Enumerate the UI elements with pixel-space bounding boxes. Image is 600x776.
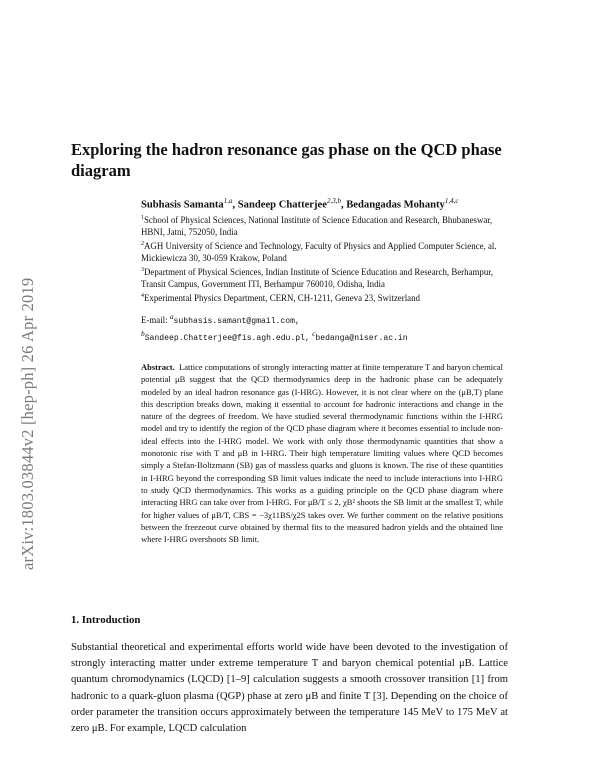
author-affil-mark: 1,4,c [444, 197, 459, 205]
affiliation: $^2$AGH University of Science and Technology, Faculty of Physics and Applied Computer Science, al. Mickiewicza 30, 30-059 Krakow, Poland [141, 240, 497, 263]
abstract [141, 361, 503, 545]
author-name: Subhasis Samanta [141, 199, 224, 211]
affiliation: $^4$Experimental Physics Department, CERN, CH-1211, Geneva 23, Switzerland [141, 292, 420, 303]
section-heading: 1. Introduction [71, 614, 141, 626]
affiliation: $^3$Department of Physical Sciences, Indian Institute of Science Education and Research, Berhampur, Transit Campus, Government ITI, Berhampur 760010, Odisha, India [141, 266, 494, 289]
abstract-text: Lattice computations of strongly interacting matter at finite temperature T and baryon chemical potential μB suggest that the QCD thermodynamics deep in the hadronic phase can be adequately modeled by an ideal hadron resonance gas (I-HRG). However, it is not clear where on the (μB,T) plane this description breaks down, making it essential to account for hadronic interactions and change in the nature of the degrees of freedom. We have studied several thermodynamic functions within the I-HRG model and try to identify the region of the QCD phase diagram where it becomes essential to include non-ideal effects into the I-HRG model. We work with only those thermodynamic quantities that show a monotonic rise with T and μB in I-HRG. Their high temperature limiting values where QCD becomes simply a Stefan-Boltzmann (SB) gas of massless quarks and gluons is known. The rise of these quantities in I-HRG beyond the corresponding SB limit values indicate the need to include interactions into I-HRG to study QCD thermodynamics. This works as a guiding principle on the QCD phase diagram where interacting HRG can take over from I-HRG. For μB/T ≤ 2, χB² shoots the SB limit at the smallest T, while for higher values of μB/T, CBS = −3χ11BS/χ2S takes over. We further comment on the relative positions between the freezeout curve obtained by thermal fits to the measured hadron yields and the obtained line where I-HRG overshoots SB limit. [141, 362, 504, 545]
abstract-label: Abstract. [141, 362, 175, 372]
email-link-a[interactable]: subhasis.samant@gmail.com, [173, 316, 300, 326]
email-link-c[interactable]: bedanga@niser.ac.in [315, 333, 408, 343]
paper-title: Exploring the hadron resonance gas phase on the QCD phase diagram [71, 140, 502, 180]
arxiv-stamp: arXiv:1803.03844v2 [hep-ph] 26 Apr 2019 [18, 277, 37, 570]
author-affil-mark: 2,3,b [326, 197, 341, 205]
author-affil-mark: 1,a [223, 197, 233, 205]
author-name: Bedangadas Mohanty [346, 199, 445, 211]
email-link-b[interactable]: Sandeep.Chatterjee@fis.agh.edu.pl, [144, 333, 310, 343]
email-label: E-mail: [141, 314, 168, 325]
email-block: E-mail: $^a$subhasis.samant@gmail.com, $^b$Sandeep.Chatterjee@fis.agh.edu.pl, $^c$bedanga@niser.ac.in [141, 312, 408, 343]
author-list: Subhasis Samanta$^{1,a}$, Sandeep Chatterjee$^{2,3,b}$, Bedangadas Mohanty$^{1,4,c}$ [141, 197, 459, 211]
affiliation: $^1$School of Physical Sciences, National Institute of Science Education and Research, Bhubaneswar, HBNI, Jatni, 752050, India [141, 214, 493, 237]
author-name: Sandeep Chatterjee [237, 199, 327, 211]
intro-paragraph: Substantial theoretical and experimental efforts world wide have been devoted to the investigation of strongly interacting matter under extreme temperature T and baryon chemical potential μB. Lattice quantum chromodynamics (LQCD) [1–9] calculation suggests a smooth crossover transition [1] from hadronic to a quark-gluon plasma (QGP) phase at zero μB and finite T [3]. Depending on the choice of order parameter the transition occurs approximately between the temperature 145 MeV to 175 MeV at zero μB. For example, LQCD calculation [71, 642, 508, 735]
